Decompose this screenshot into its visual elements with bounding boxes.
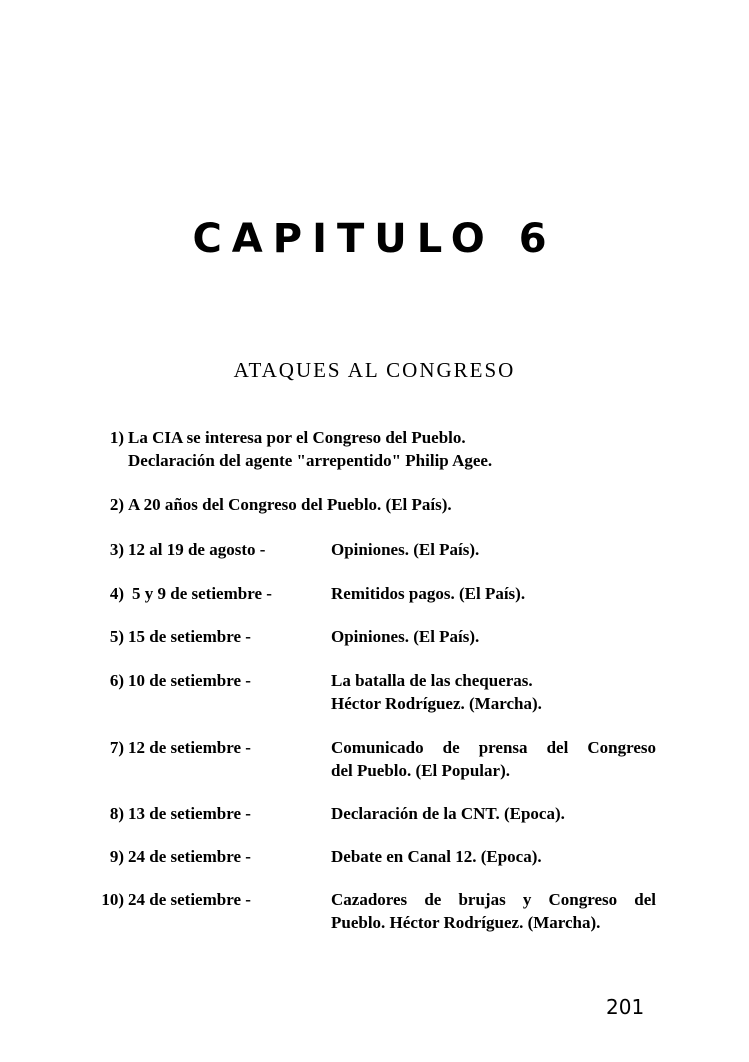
item-description <box>331 888 656 934</box>
item-number: 7) <box>109 738 124 757</box>
item-date: 5 y 9 de setiembre - <box>132 584 272 603</box>
item-description-line: Declaración del agente "arrepentido" Philip Agee. <box>128 451 493 470</box>
item-number: 10) <box>101 890 124 909</box>
item-description-line: Remitidos pagos. (El País). <box>331 584 526 603</box>
item-description <box>128 426 648 472</box>
item-number: 3) <box>109 540 124 559</box>
item-description-line: Declaración de la CNT. (Epoca). <box>331 804 565 823</box>
item-date: 24 de setiembre - <box>128 890 251 909</box>
item-description <box>331 802 656 825</box>
item-description-line: del Pueblo. (El Popular). <box>331 761 510 780</box>
item-number: 6) <box>109 671 124 690</box>
item-description-line: Héctor Rodríguez. (Marcha). <box>331 694 542 713</box>
item-date: 13 de setiembre - <box>128 804 251 823</box>
item-number: 2) <box>109 495 124 514</box>
section-title: ATAQUES AL CONGRESO <box>233 358 516 382</box>
item-date: 12 al 19 de agosto - <box>128 540 266 559</box>
item-description <box>331 736 656 782</box>
item-description-line: Comunicado de prensa del Congreso <box>331 738 656 757</box>
chapter-title: CAPITULO 6 <box>192 216 557 262</box>
item-date: 15 de setiembre - <box>128 627 251 646</box>
item-number: 5) <box>109 627 124 646</box>
item-number: 4) <box>109 584 124 603</box>
item-date: 10 de setiembre - <box>128 671 251 690</box>
item-description <box>128 493 648 516</box>
item-number: 9) <box>109 847 124 866</box>
item-description <box>331 845 656 868</box>
item-description <box>331 669 656 715</box>
item-description-line: Debate en Canal 12. (Epoca). <box>331 847 542 866</box>
item-description-line: A 20 años del Congreso del Pueblo. (El País). <box>128 495 452 514</box>
item-description-line: Opiniones. (El País). <box>331 627 480 646</box>
item-description <box>331 625 656 648</box>
item-description-line: Cazadores de brujas y Congreso del <box>331 890 656 909</box>
item-description <box>331 582 656 605</box>
item-description-line: Opiniones. (El País). <box>331 540 480 559</box>
item-description <box>331 538 656 561</box>
item-description-line: La batalla de las chequeras. <box>331 671 533 690</box>
item-number: 8) <box>109 804 124 823</box>
item-number: 1) <box>109 428 124 447</box>
item-date: 24 de setiembre - <box>128 847 251 866</box>
item-description-line: Pueblo. Héctor Rodríguez. (Marcha). <box>331 913 601 932</box>
item-description-line: La CIA se interesa por el Congreso del Pueblo. <box>128 428 466 447</box>
page-number: 201 <box>606 995 645 1019</box>
item-date: 12 de setiembre - <box>128 738 251 757</box>
